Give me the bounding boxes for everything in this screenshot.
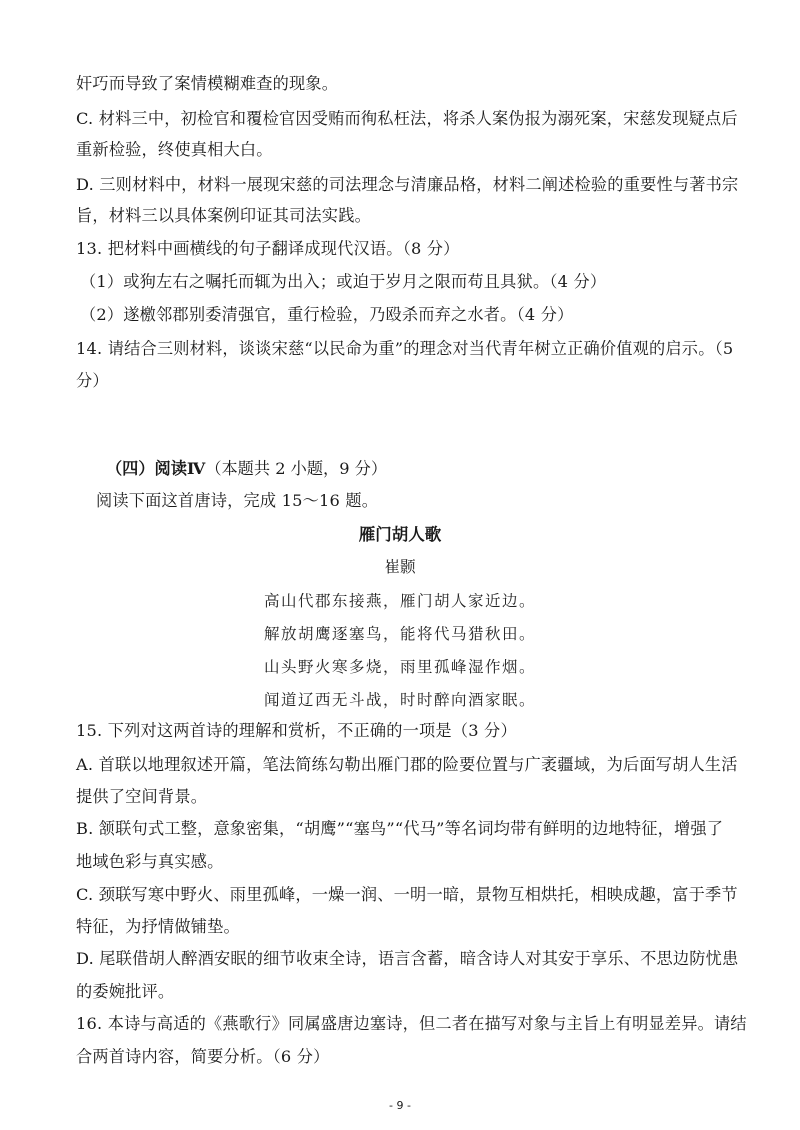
- question-13-sub-2: （2）遂檄邻郡别委清强官，重行检验，乃殴杀而弃之水者。（4 分）: [80, 305, 574, 324]
- question-15-option-b-line-2: 地域色彩与真实感。: [76, 852, 224, 871]
- question-15-option-d-line-1: D. 尾联借胡人醉酒安眠的细节收束全诗，语言含蓄，暗含诗人对其安于享乐、不思边防忧患: [76, 949, 739, 968]
- question-15-option-a-line-2: 提供了空间背景。: [76, 787, 208, 806]
- option-c-line-2: 重新检验，终使真相大白。: [76, 140, 273, 159]
- question-15-stem: 15. 下列对这两首诗的理解和赏析，不正确的一项是（3 分）: [76, 721, 517, 740]
- question-15-option-c-line-2: 特征，为抒情做铺垫。: [76, 917, 240, 936]
- question-15-option-a-line-1: A. 首联以地理叙述开篇，笔法简练勾勒出雁门郡的险要位置与广袤疆域，为后面写胡人生活: [76, 755, 738, 774]
- question-16-line-2: 合两首诗内容，简要分析。（6 分）: [76, 1047, 330, 1066]
- section-4-heading-label: （四）阅读Ⅳ: [106, 459, 206, 478]
- page-number: - 9 -: [389, 1099, 411, 1112]
- poem-line-2: 解放胡鹰逐塞鸟，能将代马猎秋田。: [263, 625, 536, 643]
- poem-author: 崔颢: [384, 558, 416, 576]
- question-14-line-2: 分）: [76, 371, 109, 390]
- section-4-instruction: 阅读下面这首唐诗，完成 15～16 题。: [96, 491, 379, 510]
- section-4-heading-info: （本题共 2 小题，9 分）: [205, 459, 388, 478]
- question-16-line-1: 16. 本诗与高适的《燕歌行》同属盛唐边塞诗，但二者在描写对象与主旨上有明显差异。请结: [76, 1014, 747, 1033]
- option-d-line-1: D. 三则材料中，材料一展现宋慈的司法理念与清廉品格，材料二阐述检验的重要性与著书宗: [76, 175, 739, 194]
- poem-line-3: 山头野火寒多烧，雨里孤峰湿作烟。: [263, 658, 536, 676]
- option-b-continuation: 奸巧而导致了案情模糊难查的现象。: [76, 74, 339, 93]
- question-15-option-c-line-1: C. 颈联写寒中野火、雨里孤峰，一燥一润、一明一暗，景物互相烘托，相映成趣，富于季节: [76, 885, 738, 904]
- question-13-sub-1: （1）或狗左右之嘱托而辄为出入；或迫于岁月之限而苟且具狱。（4 分）: [80, 272, 607, 291]
- poem-line-4: 闻道辽西无斗战，时时醉向酒家眠。: [263, 691, 536, 709]
- poem-title: 雁门胡人歌: [358, 525, 442, 544]
- question-13-stem: 13. 把材料中画横线的句子翻译成现代汉语。（8 分）: [76, 239, 460, 258]
- question-15-option-d-line-2: 的委婉批评。: [76, 982, 175, 1001]
- question-14-line-1: 14. 请结合三则材料，谈谈宋慈“以民命为重”的理念对当代青年树立正确价值观的启示。（5: [76, 339, 734, 358]
- section-4-heading: [106, 458, 387, 480]
- question-15-option-b-line-1: B. 颔联句式工整，意象密集，“胡鹰”“塞鸟”“代马”等名词均带有鲜明的边地特征，增强了: [76, 819, 724, 838]
- poem-line-1: 高山代郡东接燕，雁门胡人家近边。: [263, 592, 536, 610]
- option-d-line-2: 旨，材料三以具体案例印证其司法实践。: [76, 206, 371, 225]
- option-c-line-1: C. 材料三中，初检官和覆检官因受贿而徇私枉法，将杀人案伪报为溺死案，宋慈发现疑点后: [76, 109, 738, 128]
